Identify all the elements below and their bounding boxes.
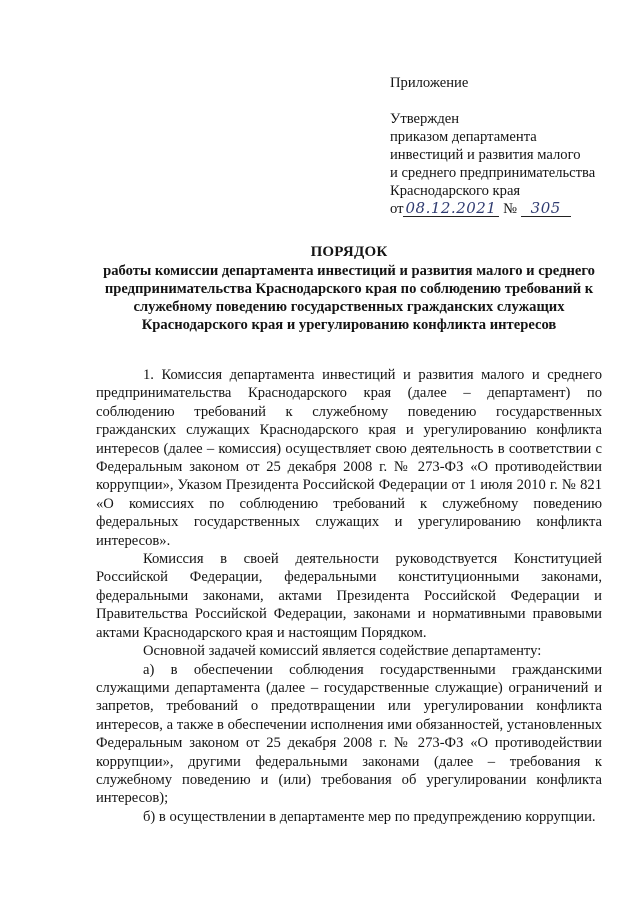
handwritten-number: 305 <box>521 201 571 217</box>
approval-line-2: инвестиций и развития малого <box>390 147 581 163</box>
approval-line-4: Краснодарского края <box>390 183 521 199</box>
document-title-block <box>96 243 602 334</box>
approval-line-1: приказом департамента <box>390 129 537 145</box>
document-title: ПОРЯДОК <box>310 244 388 260</box>
paragraph-3: Основной задачей комиссий является содействие департаменту: <box>143 643 542 660</box>
document-subtitle: работы комиссии департамента инвестиций и развития малого и среднего предпринимательства Краснодарского края по соблюдению требований к служебному поведению государственных гражданских служащих Краснодарского края и урегулированию конфликта интересов <box>103 263 595 333</box>
paragraph-1: 1. Комиссия департамента инвестиций и развития малого и среднего предпринимательства Краснодарского края (далее – департамент) по соблюдению требований к служебному поведению государственных гражданских служащих Краснодарского края и урегулированию конфликта интересов (далее – комиссия) осуществляет свою деятельность в соответствии с Федеральным законом от 25 декабря 2008 г. № 273-ФЗ «О противодействии коррупции», Указом Президента Российской Федерации от 1 июля 2010 г. № 821 «О комиссиях по соблюдению требований к служебному поведению федеральных государственных служащих и урегулированию конфликта интересов». <box>96 367 602 549</box>
handwritten-date: 08.12.2021 <box>403 201 499 217</box>
number-label: № <box>503 201 518 217</box>
approved-label: Утвержден <box>390 111 460 127</box>
approval-line-3: и среднего предпринимательства <box>390 165 596 181</box>
approval-block <box>390 74 630 218</box>
paragraph-4: а) в обеспечении соблюдения государственными гражданскими служащими департамента (далее – государственные служащие) ограничений и запретов, требований о предотвращении или урегулировании конфликта интересов, а также в обеспечении исполнения ими обязанностей, установленных Федеральным законом от 25 декабря 2008 г. № 273-ФЗ «О противодействии коррупции», другими федеральными законами (далее – требования к служебному поведению и (или) требования об урегулировании конфликта интересов); <box>96 661 602 807</box>
appendix-label: Приложение <box>390 75 469 91</box>
from-label: от <box>390 201 404 217</box>
paragraph-5: б) в осуществлении в департаменте мер по предупреждению коррупции. <box>143 808 596 825</box>
document-body <box>96 366 602 826</box>
order-date-line <box>390 200 630 218</box>
paragraph-2: Комиссия в своей деятельности руководствуется Конституцией Российской Федерации, федеральными конституционными законами, федеральными законами, актами Президента Российской Федерации и Правительства Российской Федерации, законами и нормативными правовыми актами Краснодарского края и настоящим Порядком. <box>96 551 602 641</box>
